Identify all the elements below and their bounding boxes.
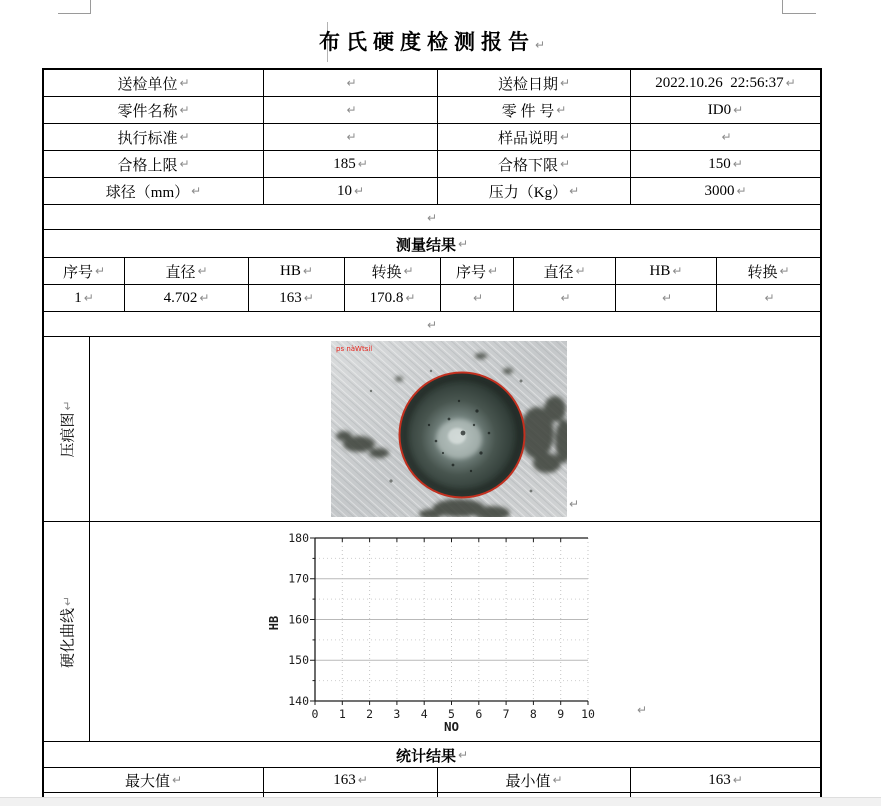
- return-mark-icon: ↵: [732, 157, 743, 171]
- measurement-section-row: [44, 230, 820, 258]
- return-mark-icon: ↵: [556, 103, 567, 117]
- indentation-row: [44, 337, 820, 522]
- spacer-row: [44, 205, 820, 230]
- info-row: [44, 70, 820, 97]
- return-mark-icon: ↵: [346, 103, 357, 117]
- stat-value: 163: [333, 771, 356, 788]
- photo-watermark: ps nàWtsil: [335, 345, 373, 353]
- info-label: 送检单位: [117, 76, 178, 93]
- return-mark-icon: ↵: [94, 264, 106, 278]
- svg-text:6: 6: [475, 706, 483, 721]
- curve-label-cell: [44, 522, 90, 741]
- col-header: 直径: [543, 264, 574, 281]
- return-mark-icon: ↵: [559, 130, 571, 144]
- col-header-cell: [345, 258, 441, 284]
- info-label: 零 件 号: [501, 103, 555, 120]
- info-label-cell: [44, 178, 264, 204]
- return-mark-icon: ↵: [353, 184, 365, 198]
- return-mark-icon: ↵: [197, 264, 208, 278]
- info-label-cell: [438, 124, 631, 150]
- col-header: HB: [649, 262, 671, 279]
- return-mark-icon: ↵: [721, 130, 732, 144]
- col-header-cell: [616, 258, 717, 284]
- col-header: HB: [280, 262, 301, 279]
- data-cell: [441, 285, 514, 311]
- stat-label: 最小值: [505, 773, 551, 790]
- return-mark-icon: ↵: [346, 76, 357, 90]
- svg-text:4: 4: [420, 706, 428, 721]
- data-cell: [616, 285, 717, 311]
- spacer-row: [44, 312, 820, 337]
- svg-text:0: 0: [311, 706, 319, 721]
- info-value: 3000: [704, 182, 735, 199]
- return-mark-icon: ↵: [732, 773, 743, 787]
- col-header-cell: [441, 258, 514, 284]
- return-mark-icon: ↵: [661, 291, 673, 305]
- return-mark-icon: ↵: [733, 103, 744, 117]
- svg-text:5: 5: [448, 706, 455, 721]
- info-value-cell: [631, 97, 820, 123]
- col-header-cell: [249, 258, 345, 284]
- info-value-cell: [264, 97, 438, 123]
- data-value: 163: [279, 289, 302, 306]
- info-value: ID0: [707, 101, 732, 118]
- return-mark-icon: ↵: [405, 291, 416, 305]
- col-header: 转换: [371, 264, 402, 281]
- hardness-curve-chart: [263, 531, 631, 733]
- return-mark-icon: ↵: [179, 76, 190, 90]
- return-mark-icon: ↵: [472, 291, 484, 305]
- info-label-cell: [438, 151, 631, 177]
- col-header-cell: [717, 258, 820, 284]
- stat-label: 最大值: [124, 773, 170, 790]
- return-mark-icon: ↵: [457, 748, 469, 762]
- svg-text:9: 9: [557, 706, 565, 721]
- return-mark-icon: ↵: [179, 130, 190, 144]
- data-cell: [345, 285, 441, 311]
- data-cell: [125, 285, 249, 311]
- info-label: 合格下限: [497, 157, 558, 174]
- return-mark-icon: ↵: [559, 157, 571, 171]
- return-mark-icon: ↵: [764, 291, 775, 305]
- info-row: [44, 97, 820, 124]
- svg-text:3: 3: [393, 706, 401, 721]
- return-mark-icon: ↵: [302, 264, 313, 278]
- return-mark-icon: ↵: [303, 291, 314, 305]
- return-mark-icon: ↵: [171, 773, 183, 787]
- measurement-data-row: [44, 285, 820, 312]
- x-axis-label: NO: [443, 718, 459, 733]
- stat-label-cell: [438, 768, 631, 792]
- return-mark-icon: ↵: [179, 157, 190, 171]
- svg-text:150: 150: [288, 652, 309, 667]
- info-label: 样品说明: [497, 130, 558, 147]
- svg-text:2: 2: [366, 706, 374, 721]
- data-cell: [249, 285, 345, 311]
- svg-text:180: 180: [288, 530, 309, 545]
- stat-value-cell: [264, 768, 438, 792]
- report-table: [42, 68, 822, 799]
- return-mark-icon: ↵: [179, 103, 190, 117]
- margin-crop-mark-right-icon: [782, 0, 816, 14]
- section-title-cell: [44, 230, 820, 258]
- info-value: 2022.10.26 22:56:37: [655, 74, 784, 91]
- info-value-cell: [264, 151, 438, 177]
- info-value-cell: [631, 151, 820, 177]
- measurement-header-row: [44, 258, 820, 285]
- return-mark-icon: ↵: [83, 291, 94, 305]
- info-row: [44, 178, 820, 205]
- section-title: 测量结果: [395, 237, 456, 254]
- statistics-row: [44, 768, 820, 793]
- vertical-label: [56, 595, 77, 667]
- svg-text:1: 1: [338, 706, 346, 721]
- col-header: 序号: [62, 264, 93, 281]
- info-value: 10: [336, 182, 352, 199]
- curve-row: [44, 522, 820, 742]
- col-header: 直径: [165, 264, 196, 281]
- col-header-cell: [44, 258, 125, 284]
- data-cell: [514, 285, 616, 311]
- return-mark-icon: ↵: [559, 76, 571, 90]
- data-value: 170.8: [369, 289, 404, 306]
- return-mark-icon: ↵: [672, 264, 683, 278]
- return-mark-icon: ↵: [779, 264, 790, 278]
- info-label: 执行标准: [117, 130, 178, 147]
- info-value-cell: [631, 124, 820, 150]
- spacer-cell: [44, 205, 820, 230]
- return-mark-icon: ↵: [59, 400, 74, 411]
- info-label-cell: [44, 97, 264, 123]
- info-label-cell: [44, 151, 264, 177]
- return-mark-icon: ↵: [426, 210, 438, 225]
- info-label-cell: [438, 70, 631, 96]
- data-cell: [717, 285, 820, 311]
- return-mark-icon: ↵: [426, 317, 438, 332]
- return-mark-icon: ↵: [59, 595, 74, 606]
- col-header: 转换: [747, 264, 778, 281]
- stat-value-cell: [631, 768, 820, 792]
- stat-value: 163: [708, 771, 731, 788]
- info-value-cell: [631, 178, 820, 204]
- page-title: 布氏硬度检测报告: [318, 30, 535, 54]
- svg-text:7: 7: [502, 706, 510, 721]
- svg-text:140: 140: [288, 693, 309, 708]
- return-mark-icon: ↵: [357, 157, 368, 171]
- return-mark-icon: ↵: [534, 38, 546, 52]
- return-mark-icon: ↵: [569, 184, 580, 198]
- return-mark-icon: ↵: [191, 184, 202, 198]
- svg-text:160: 160: [288, 612, 309, 626]
- section-title-cell: [44, 742, 820, 768]
- indentation-label: 压痕图: [60, 412, 76, 458]
- info-label-cell: [438, 178, 631, 204]
- return-mark-icon: ↵: [346, 130, 357, 144]
- info-label: 零件名称: [117, 103, 178, 120]
- y-axis-tick-labels: [288, 531, 309, 708]
- svg-text:8: 8: [529, 706, 537, 721]
- info-label: 球径（mm）: [105, 184, 190, 201]
- info-row: [44, 151, 820, 178]
- stat-label-cell: [44, 768, 264, 792]
- data-value: 4.702: [163, 289, 198, 306]
- info-value-cell: [264, 70, 438, 96]
- vertical-label: [56, 400, 77, 457]
- info-label: 合格上限: [117, 157, 178, 174]
- return-mark-icon: ↵: [457, 237, 469, 251]
- return-mark-icon: ↵: [560, 291, 571, 305]
- return-mark-icon: ↵: [736, 184, 747, 198]
- curve-label: 硬化曲线: [60, 607, 76, 668]
- info-value-cell: [264, 178, 438, 204]
- col-header-cell: [514, 258, 616, 284]
- info-value-cell: [264, 124, 438, 150]
- return-mark-icon: ↵: [568, 497, 580, 511]
- indentation-label-cell: [44, 337, 90, 521]
- statistics-section-row: [44, 742, 820, 768]
- y-axis-label: HB: [266, 615, 281, 630]
- return-mark-icon: ↵: [357, 773, 368, 787]
- info-row: [44, 124, 820, 151]
- info-label-cell: [44, 70, 264, 96]
- return-mark-icon: ↵: [636, 702, 648, 717]
- col-header: 序号: [455, 264, 486, 281]
- return-mark-icon: ↵: [552, 773, 563, 787]
- svg-text:170: 170: [288, 571, 309, 586]
- indentation-photo: [331, 341, 567, 517]
- return-mark-icon: ↵: [575, 264, 586, 278]
- col-header-cell: [125, 258, 249, 284]
- data-value: 1: [74, 289, 82, 306]
- page-bottom-edge: [0, 797, 881, 806]
- return-mark-icon: ↵: [403, 264, 414, 278]
- curve-chart-cell: [90, 522, 820, 741]
- indentation-photo-cell: [90, 337, 820, 521]
- info-label: 压力（Kg）: [488, 184, 568, 201]
- return-mark-icon: ↵: [785, 76, 796, 90]
- info-label: 送检日期: [497, 76, 558, 93]
- return-mark-icon: ↵: [199, 291, 210, 305]
- section-title: 统计结果: [395, 748, 456, 765]
- report-title-row: [42, 26, 822, 56]
- margin-crop-mark-left-icon: [58, 0, 91, 14]
- svg-text:10: 10: [581, 706, 595, 721]
- info-label-cell: [44, 124, 264, 150]
- data-cell: [44, 285, 125, 311]
- spacer-cell: [44, 312, 820, 337]
- info-value-cell: [631, 70, 820, 96]
- info-value: 185: [333, 155, 356, 172]
- return-mark-icon: ↵: [487, 264, 499, 278]
- info-label-cell: [438, 97, 631, 123]
- info-value: 150: [708, 155, 731, 172]
